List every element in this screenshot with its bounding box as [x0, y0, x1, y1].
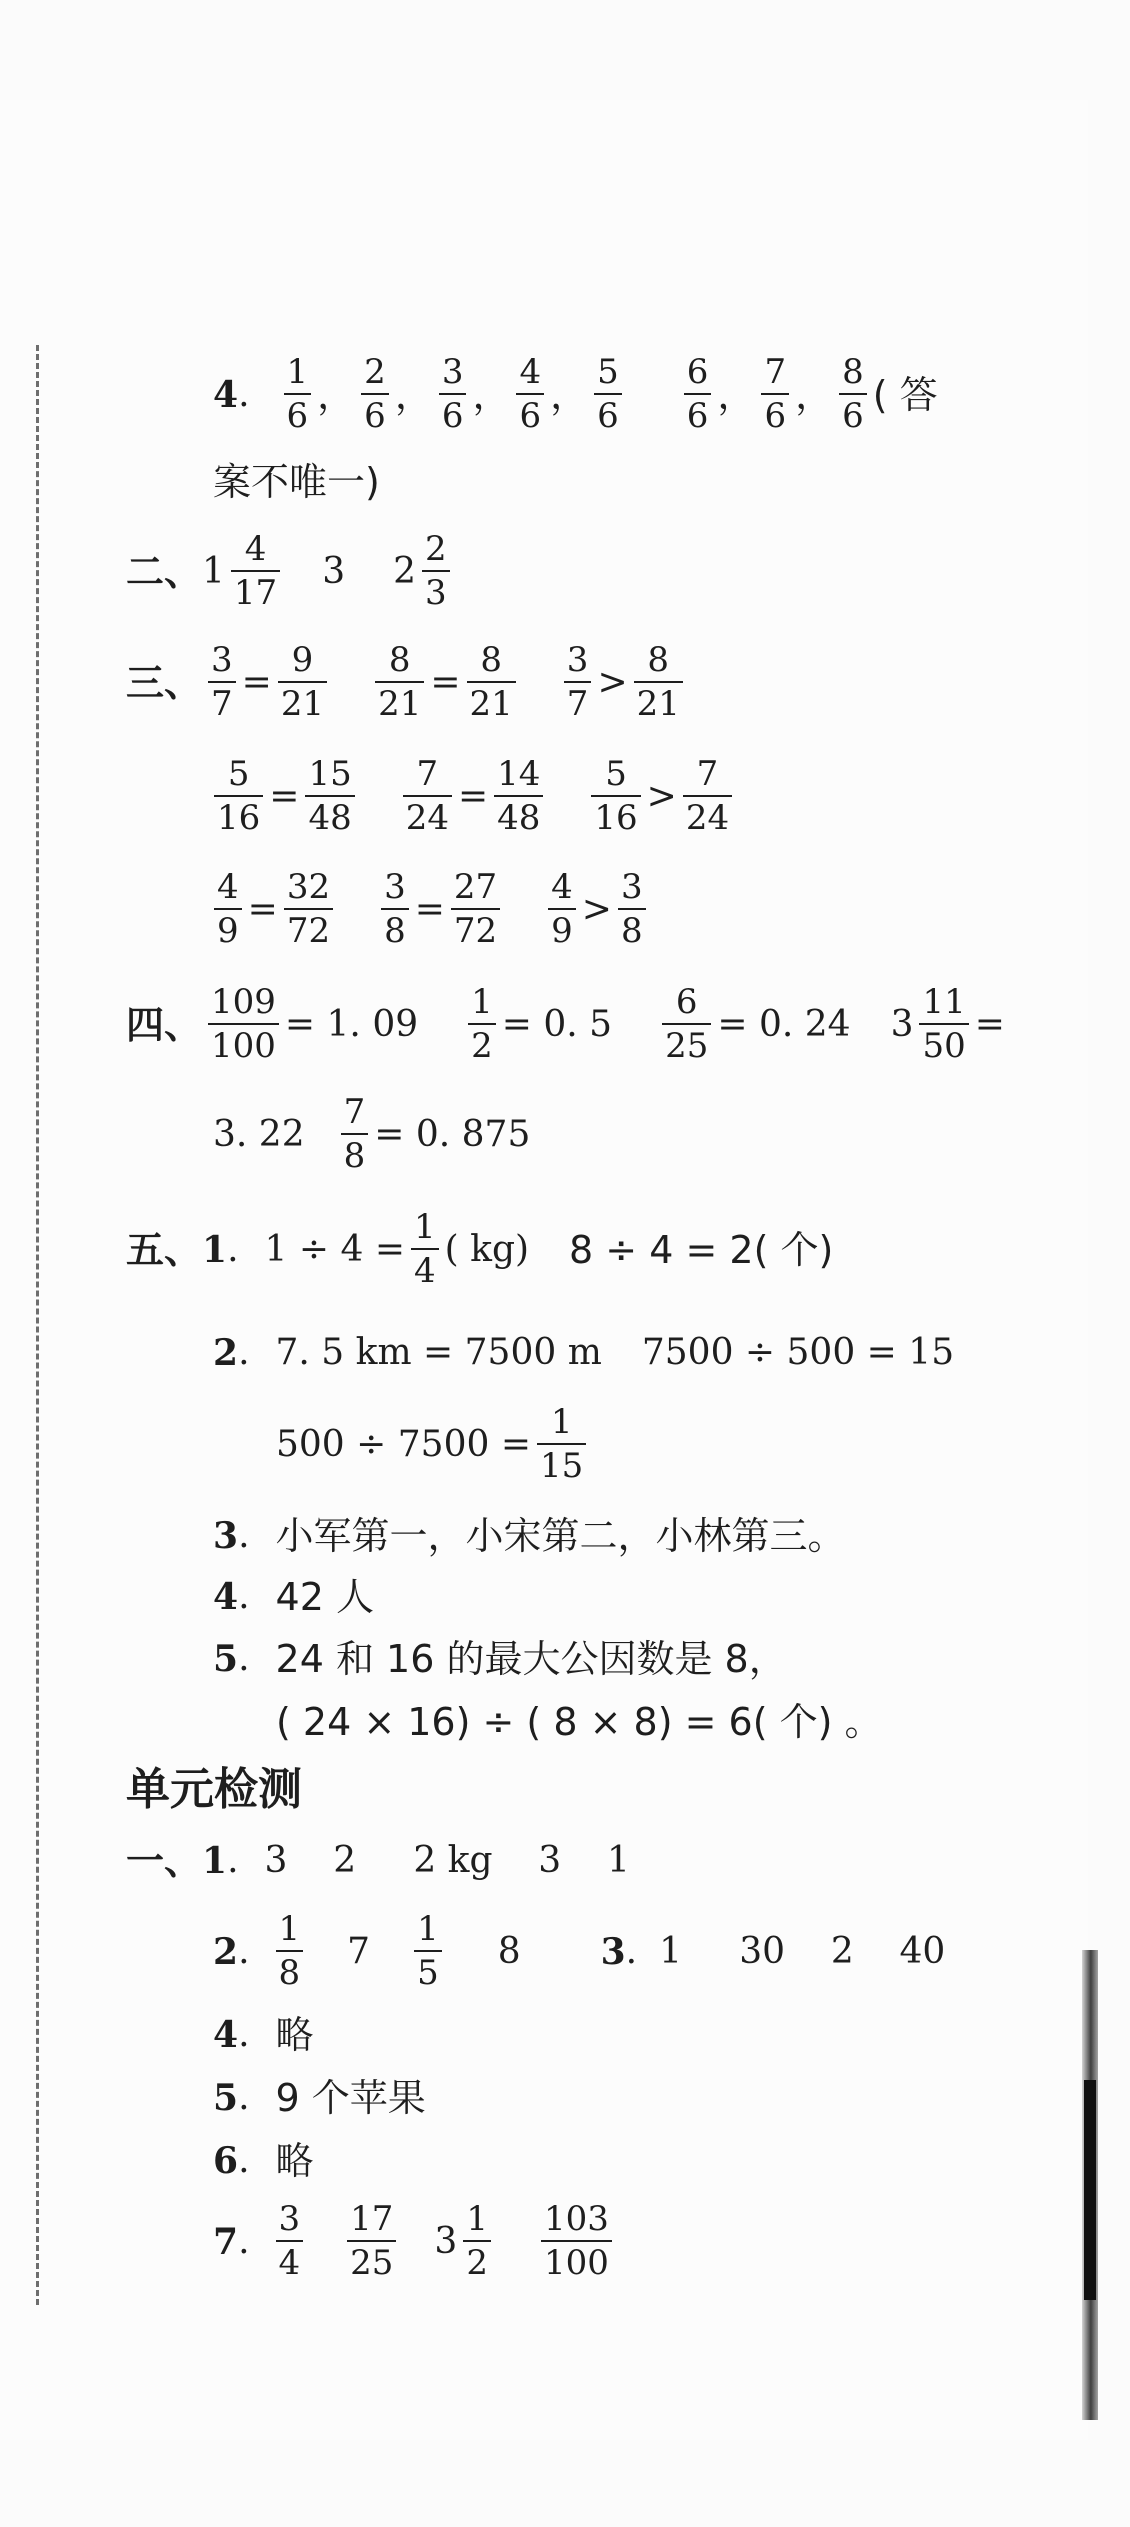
fraction: $\frac{2}{3}$ — [422, 532, 450, 611]
fraction: $\frac{103}{100}$ — [541, 2202, 612, 2281]
fraction: $\frac{7}{6}$ — [761, 355, 789, 434]
fraction: $\frac{15}{48}$ — [305, 757, 354, 836]
section-four-row-1: 四、 $\frac{109}{100}$ = 1. 09 $\frac{1}{2}$ = 0. 5 $\frac{6}{25}$ = 0. 24 3 $\frac{11}{50}$ = — [126, 982, 1005, 1066]
section-label: 一、 — [126, 1839, 203, 1883]
fraction: $\frac{4}{9}$ — [548, 870, 576, 949]
fraction: $\frac{9}{21}$ — [278, 643, 327, 722]
fraction: $\frac{1}{6}$ — [284, 355, 312, 434]
item-number: 3 — [600, 1930, 626, 1973]
item-number: 4 — [213, 1576, 239, 1618]
fraction: $\frac{1}{4}$ — [411, 1210, 439, 1289]
item-number: 4 — [213, 2014, 239, 2056]
fraction: $\frac{5}{6}$ — [594, 355, 622, 434]
test-item-7: 7 . $\frac{3}{4}$ $\frac{17}{25}$ 3 $\frac{1}{2}$ $\frac{103}{100}$ — [213, 2202, 618, 2281]
section-five-item-2-cont: 500 ÷ 7500 = $\frac{1}{15}$ — [276, 1405, 592, 1484]
test-item-4: 4 . 略 — [213, 2013, 314, 2057]
fraction: $\frac{1}{5}$ — [414, 1912, 442, 1991]
unit-test-heading: 单元检测 — [126, 1764, 302, 1815]
fraction: $\frac{3}{8}$ — [381, 870, 409, 949]
fraction: $\frac{3}{8}$ — [618, 870, 646, 949]
fraction: $\frac{7}{24}$ — [683, 757, 732, 836]
page-edge-shadow-dark — [1084, 2080, 1096, 2300]
section-five-item-4: 4 . 42 人 — [213, 1575, 374, 1619]
test-item-5: 5 . 9 个苹果 — [213, 2076, 426, 2120]
fraction: $\frac{109}{100}$ — [208, 985, 279, 1064]
fraction: $\frac{5}{16}$ — [214, 757, 263, 836]
fraction: $\frac{1}{2}$ — [463, 2202, 491, 2281]
fraction: $\frac{4}{9}$ — [214, 870, 242, 949]
section-five-item-1: 五、 1 . 1 ÷ 4 = $\frac{1}{4}$ ( kg) 8 ÷ 4 = 2( 个) — [126, 1207, 834, 1291]
fraction: $\frac{17}{25}$ — [347, 2202, 396, 2281]
continued-text: ( 答 — [872, 372, 938, 417]
fraction: $\frac{3}{7}$ — [208, 643, 236, 722]
fraction: $\frac{1}{15}$ — [537, 1405, 586, 1484]
item-number: 2 — [213, 1332, 239, 1374]
section-label: 三、 — [126, 660, 203, 705]
section-five-item-5-cont: ( 24 × 16) ÷ ( 8 × 8) = 6( 个) 。 — [276, 1700, 883, 1744]
section-two-row: 二、 1 $\frac{4}{17}$ 3 2 $\frac{2}{3}$ — [126, 532, 456, 611]
section-label: 四、 — [126, 1002, 203, 1047]
answer-row-2: 案不唯一) — [213, 460, 380, 504]
item-number: 1 — [202, 1228, 228, 1271]
fraction: $\frac{3}{6}$ — [439, 355, 467, 434]
section-label: 五、 — [126, 1227, 203, 1272]
fraction: $\frac{8}{6}$ — [839, 355, 867, 434]
section-three-row-3: $\frac{4}{9}$ = $\frac{32}{72}$ $\frac{3}{8}$ = $\frac{27}{72}$ $\frac{4}{9}$ > $\frac{3}{8}$ — [208, 870, 652, 949]
fraction: $\frac{3}{7}$ — [564, 643, 592, 722]
fraction: $\frac{32}{72}$ — [284, 870, 333, 949]
section-label: 二、 — [126, 549, 203, 594]
fraction: $\frac{6}{25}$ — [662, 985, 711, 1064]
item-number: 7 — [213, 2220, 239, 2263]
fraction: $\frac{8}{21}$ — [467, 643, 516, 722]
item-dot: . — [238, 373, 250, 415]
fraction: $\frac{11}{50}$ — [919, 985, 968, 1064]
fraction: $\frac{14}{48}$ — [494, 757, 543, 836]
item-number: 6 — [213, 2140, 239, 2182]
fraction: $\frac{3}{4}$ — [276, 2202, 304, 2281]
section-four-row-2: 3. 22 $\frac{7}{8}$ = 0. 875 — [213, 1092, 531, 1176]
test-item-6: 6 . 略 — [213, 2139, 314, 2183]
fraction: $\frac{4}{6}$ — [516, 355, 544, 434]
section-three-row-1: 三、 $\frac{3}{7}$ = $\frac{9}{21}$ $\frac{8}{21}$ = $\frac{8}{21}$ $\frac{3}{7}$ > $\frac{8}{21}$ — [126, 643, 689, 722]
fraction: $\frac{2}{6}$ — [361, 355, 389, 434]
item-number: 5 — [213, 1638, 239, 1680]
section-five-item-5: 5 . 24 和 16 的最大公因数是 8， — [213, 1637, 787, 1681]
test-item-2-3: 2 . $\frac{1}{8}$ 7 $\frac{1}{5}$ 8 3 . 1 30 2 40 — [213, 1909, 946, 1993]
fraction: $\frac{5}{16}$ — [591, 757, 640, 836]
item-number: 1 — [202, 1840, 228, 1882]
answer-row-1: 4 . $\frac{1}{6}$ ， $\frac{2}{6}$ ， $\frac{3}{6}$ ， $\frac{4}{6}$ ， $\frac{5}{6}$ $\frac{6}{6}$ ， $\frac{7}{6}$ ， $\frac{8}{6}$ ( 答 — [213, 352, 938, 436]
fraction: $\frac{1}{2}$ — [468, 985, 496, 1064]
item-number: 4 — [213, 373, 239, 416]
fraction: $\frac{7}{8}$ — [341, 1095, 369, 1174]
section-five-item-3: 3 . 小军第一，小宋第二，小林第三。 — [213, 1514, 846, 1558]
binding-dashed-line — [36, 345, 39, 2305]
item-number: 5 — [213, 2077, 239, 2119]
fraction: $\frac{27}{72}$ — [451, 870, 500, 949]
section-five-item-2: 2 . 7. 5 km = 7500 m 7500 ÷ 500 = 15 — [213, 1332, 955, 1374]
test-section-one-item-1: 一、 1 . 3 2 2 kg 3 1 — [126, 1839, 630, 1883]
fraction: $\frac{8}{21}$ — [634, 643, 683, 722]
section-three-row-2: $\frac{5}{16}$ = $\frac{15}{48}$ $\frac{7}{24}$ = $\frac{14}{48}$ $\frac{5}{16}$ > $\frac{7}{24}$ — [208, 757, 738, 836]
item-number: 2 — [213, 1930, 239, 1973]
fraction: $\frac{4}{17}$ — [231, 532, 280, 611]
fraction: $\frac{1}{8}$ — [276, 1912, 304, 1991]
fraction: $\frac{6}{6}$ — [684, 355, 712, 434]
fraction: $\frac{8}{21}$ — [375, 643, 424, 722]
fraction: $\frac{7}{24}$ — [403, 757, 452, 836]
item-number: 3 — [213, 1515, 239, 1557]
